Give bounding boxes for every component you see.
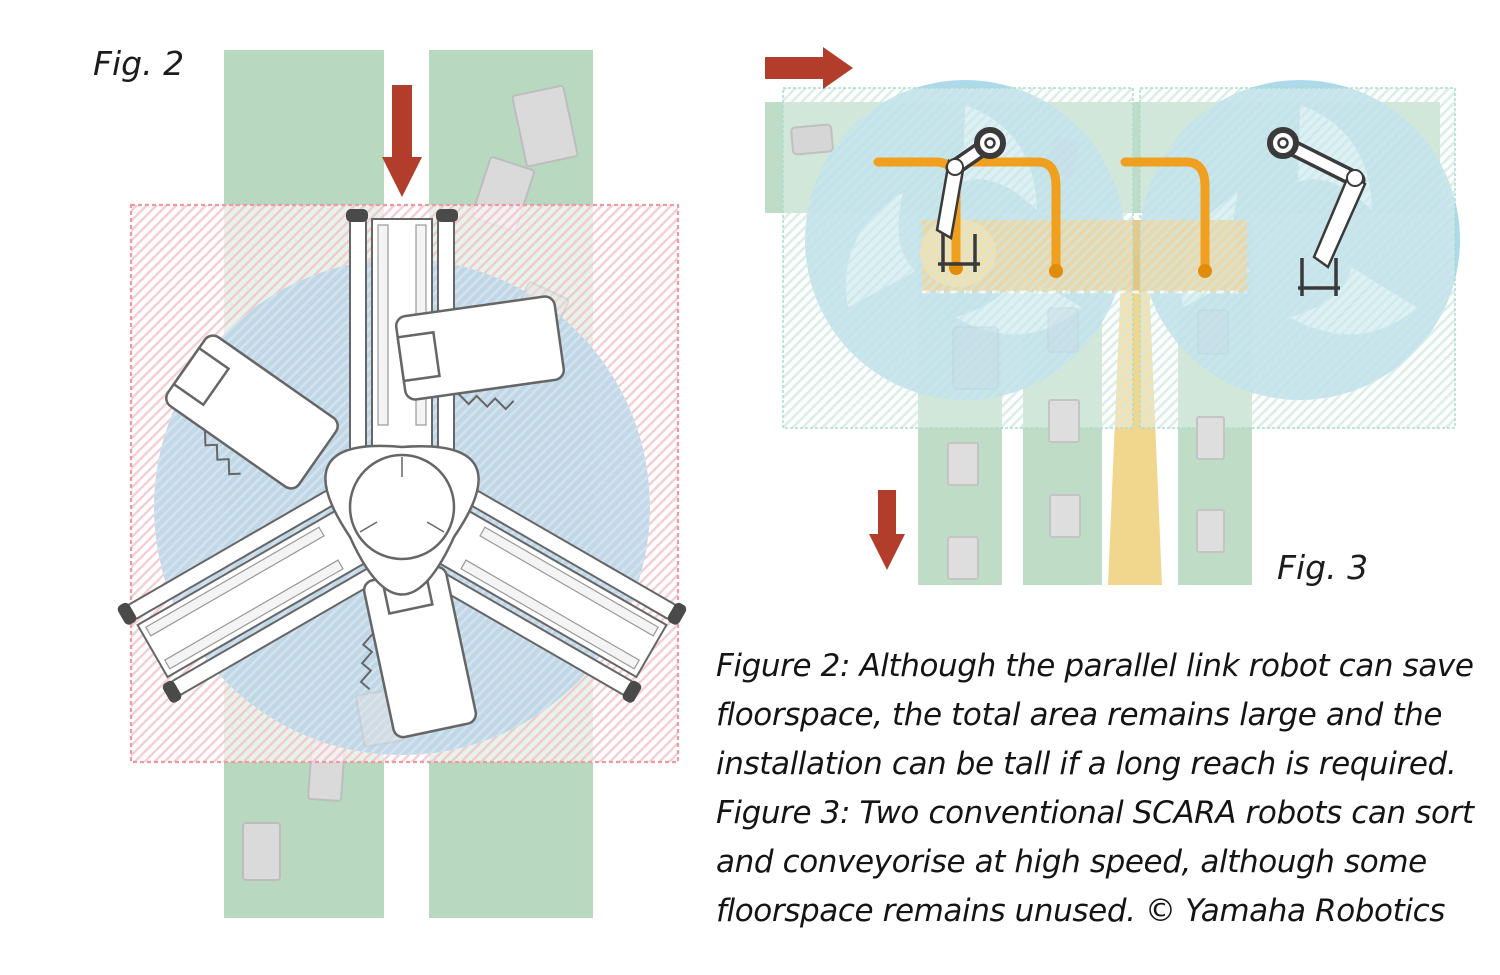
figure3-panel: [750, 40, 1470, 600]
caption-line: Figure 2: Although the parallel link robot can save: [716, 648, 1474, 684]
figure2-label: Fig. 2: [93, 44, 185, 83]
parallel-link-robot-diagram: [60, 40, 720, 940]
caption-line: Figure 3: Two conventional SCARA robots can sort: [716, 795, 1474, 831]
part-item: [791, 124, 833, 154]
conveyor-flow-arrow-right-icon: [765, 47, 853, 89]
caption: [716, 642, 1476, 936]
caption-line: floorspace remains unused. © Yamaha Robotics: [716, 893, 1445, 929]
caption-line: floorspace, the total area remains large and the: [716, 697, 1443, 733]
caption-line: installation can be tall if a long reach is required.: [716, 746, 1457, 782]
outfeed-arrow-down-icon: [869, 490, 905, 570]
infeed-arrow-down-icon: [382, 85, 422, 197]
caption-line: and conveyorise at high speed, although some: [716, 844, 1427, 880]
figure2-panel: [60, 40, 720, 940]
figure3-label: Fig. 3: [1277, 548, 1369, 587]
scara-robots-diagram: [750, 40, 1470, 600]
